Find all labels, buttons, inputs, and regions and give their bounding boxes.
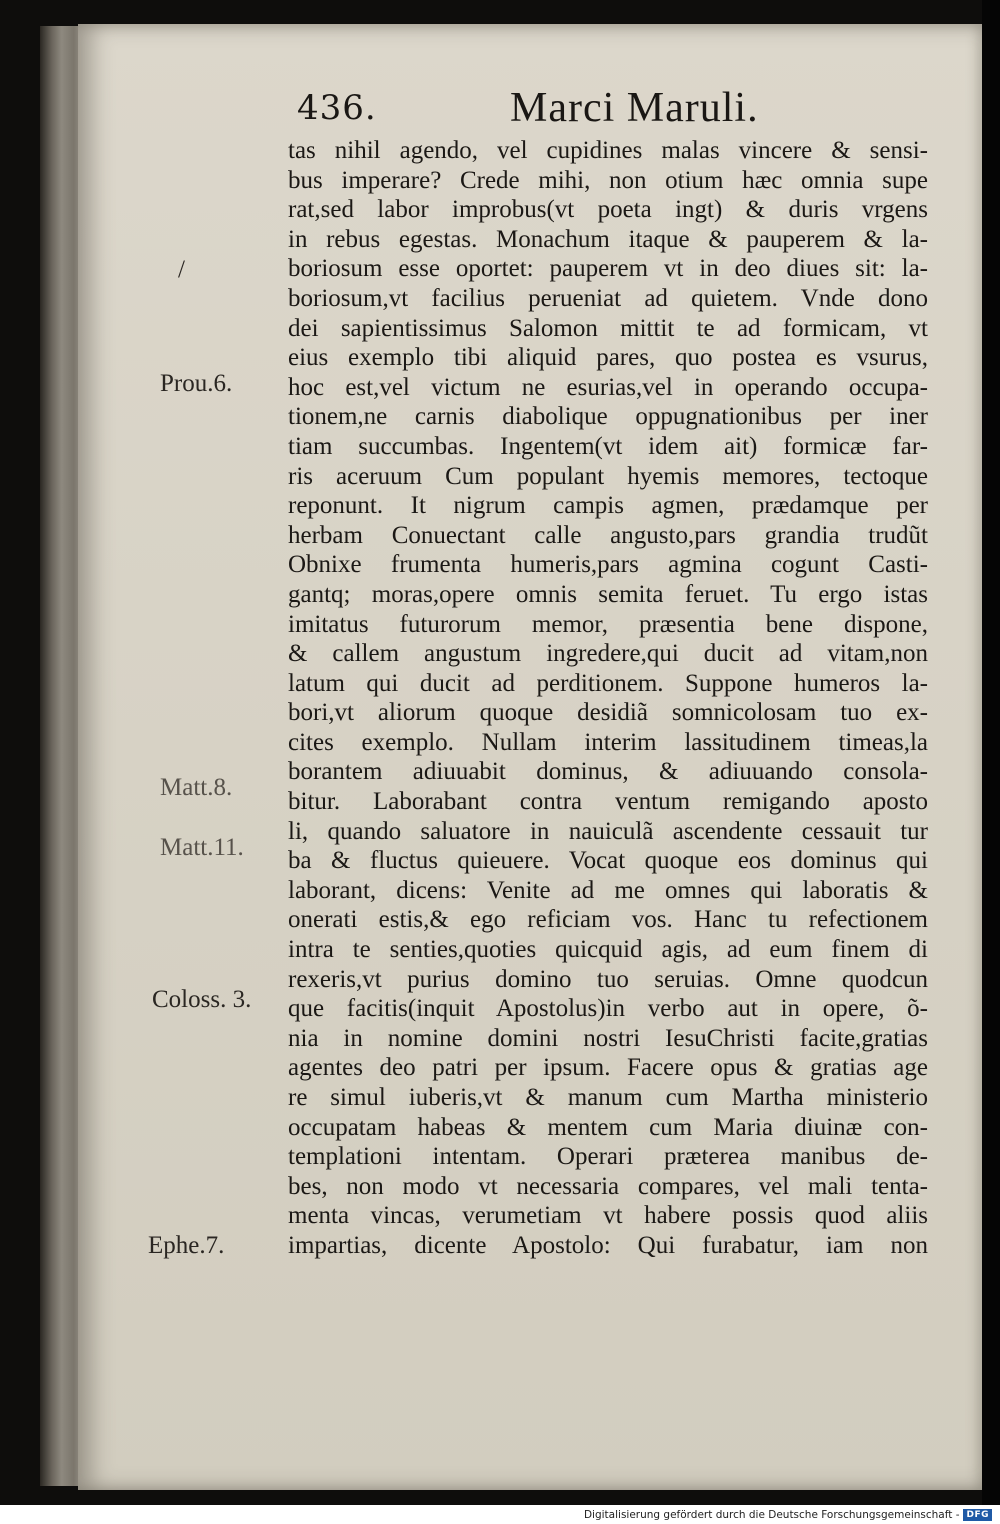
page-number: 436. xyxy=(297,88,377,128)
text-line: re simul iuberis,vt & manum cum Martha ministerio xyxy=(288,1084,928,1111)
text-line: & callem angustum ingredere,qui ducit ad vitam,non xyxy=(288,640,928,668)
text-line: li, quando saluatore in nauiculã ascendente cessauit tur xyxy=(288,817,928,845)
text-line: tionem,ne carnis diabolique oppugnationibus per iner xyxy=(288,403,928,431)
text-line: gantq; moras,opere omnis semita feruet. Tu ergo istas xyxy=(288,580,928,608)
text-line: cites exemplo. Nullam interim lassitudinem timeas,la xyxy=(288,728,928,756)
running-head: Marci Maruli. xyxy=(510,85,759,131)
text-line: nia in nomine domini nostri IesuChristi facite,gratias xyxy=(288,1024,928,1052)
text-line: boriosum,vt facilius perueniat ad quietem. Vnde dono xyxy=(288,284,928,312)
text-line: bes, non modo vt necessaria compares, vel mali tenta- xyxy=(288,1172,928,1200)
text-line: reponunt. It nigrum campis agmen, prædamque per xyxy=(288,492,928,520)
text-line: herbam Conuectant calle angusto,pars grandia trudũt xyxy=(288,521,928,549)
text-line: in rebus egestas. Monachum itaque & pauperem & la- xyxy=(288,225,928,253)
text-line: ba & fluctus quieuere. Vocat quoque eos dominus qui xyxy=(288,847,928,875)
footer-credit xyxy=(584,1506,992,1524)
text-line: impartias, dicente Apostolo: Qui furabatur, iam non xyxy=(288,1231,928,1259)
text-line: imitatus futurorum memor, præsentia bene dispone, xyxy=(288,610,928,638)
text-line: rexeris,vt purius domino tuo seruias. Omne quodcun xyxy=(288,965,928,993)
text-line: borantem adiuuabit dominus, & adiuuando consola- xyxy=(288,758,928,786)
text-line: boriosum esse oportet: pauperem vt in deo diues sit: la- xyxy=(288,255,928,283)
text-line: rat,sed labor improbus(vt poeta ingt) & duris vrgens xyxy=(288,196,928,224)
text-line: menta vincas, verumetiam vt habere possis quod aliis xyxy=(288,1202,928,1230)
text-line: bus imperare? Crede mihi, non otium hæc omnia supe xyxy=(288,166,928,194)
text-line: occupatam habeas & mentem cum Maria diuinæ con- xyxy=(288,1113,928,1141)
text-line: dei sapientissimus Salomon mittit te ad formicam, vt xyxy=(288,314,928,342)
dfg-logo: DFG xyxy=(963,1509,992,1521)
text-line: hoc est,vel victum ne esurias,vel in operando occupa- xyxy=(288,373,928,401)
text-line: tas nihil agendo, vel cupidines malas vincere & sensi- xyxy=(288,137,928,164)
margin-note-matt8: Matt.8. xyxy=(160,774,233,801)
text-line: que facitis(inquit Apostolus)in verbo aut in opere, õ- xyxy=(288,995,928,1023)
text-line: intra te senties,quoties quicquid agis, ad eum finem di xyxy=(288,936,928,964)
text-line: eius exemplo tibi aliquid pares, quo postea es vsurus, xyxy=(288,344,928,372)
text-line: ris aceruum Cum populant hyemis memores, tectoque xyxy=(288,462,928,490)
dark-page-edge xyxy=(982,0,1000,1505)
text-line: Obnixe frumenta humeris,pars agmina cogunt Casti- xyxy=(288,551,928,579)
margin-note-slash: / xyxy=(178,256,185,283)
text-line: bitur. Laborabant contra ventum remigando aposto xyxy=(288,788,928,816)
text-line: laborant, dicens: Venite ad me omnes qui laboratis & xyxy=(288,876,928,904)
text-line: onerati estis,& ego reficiam vos. Hanc tu refectionem xyxy=(288,906,928,934)
text-line: latum qui ducit ad perditionem. Suppone humeros la- xyxy=(288,669,928,697)
footer-text: Digitalisierung gefördert durch die Deutsche Forschungsgemeinschaft - xyxy=(583,1509,960,1521)
body-text xyxy=(288,136,928,1261)
text-line: templationi intentam. Operari præterea manibus de- xyxy=(288,1143,928,1171)
text-line: tiam succumbas. Ingentem(vt idem ait) formicæ far- xyxy=(288,432,928,460)
margin-note-prou: Prou.6. xyxy=(160,370,233,397)
margin-note-coloss: Coloss. 3. xyxy=(152,986,252,1013)
text-line: bori,vt aliorum quoque desidiã somnicolosam tuo ex- xyxy=(288,699,928,727)
margin-note-matt11: Matt.11. xyxy=(160,834,244,861)
text-line: agentes deo patri per ipsum. Facere opus & gratias age xyxy=(288,1054,928,1082)
margin-note-ephe: Ephe.7. xyxy=(148,1232,225,1259)
